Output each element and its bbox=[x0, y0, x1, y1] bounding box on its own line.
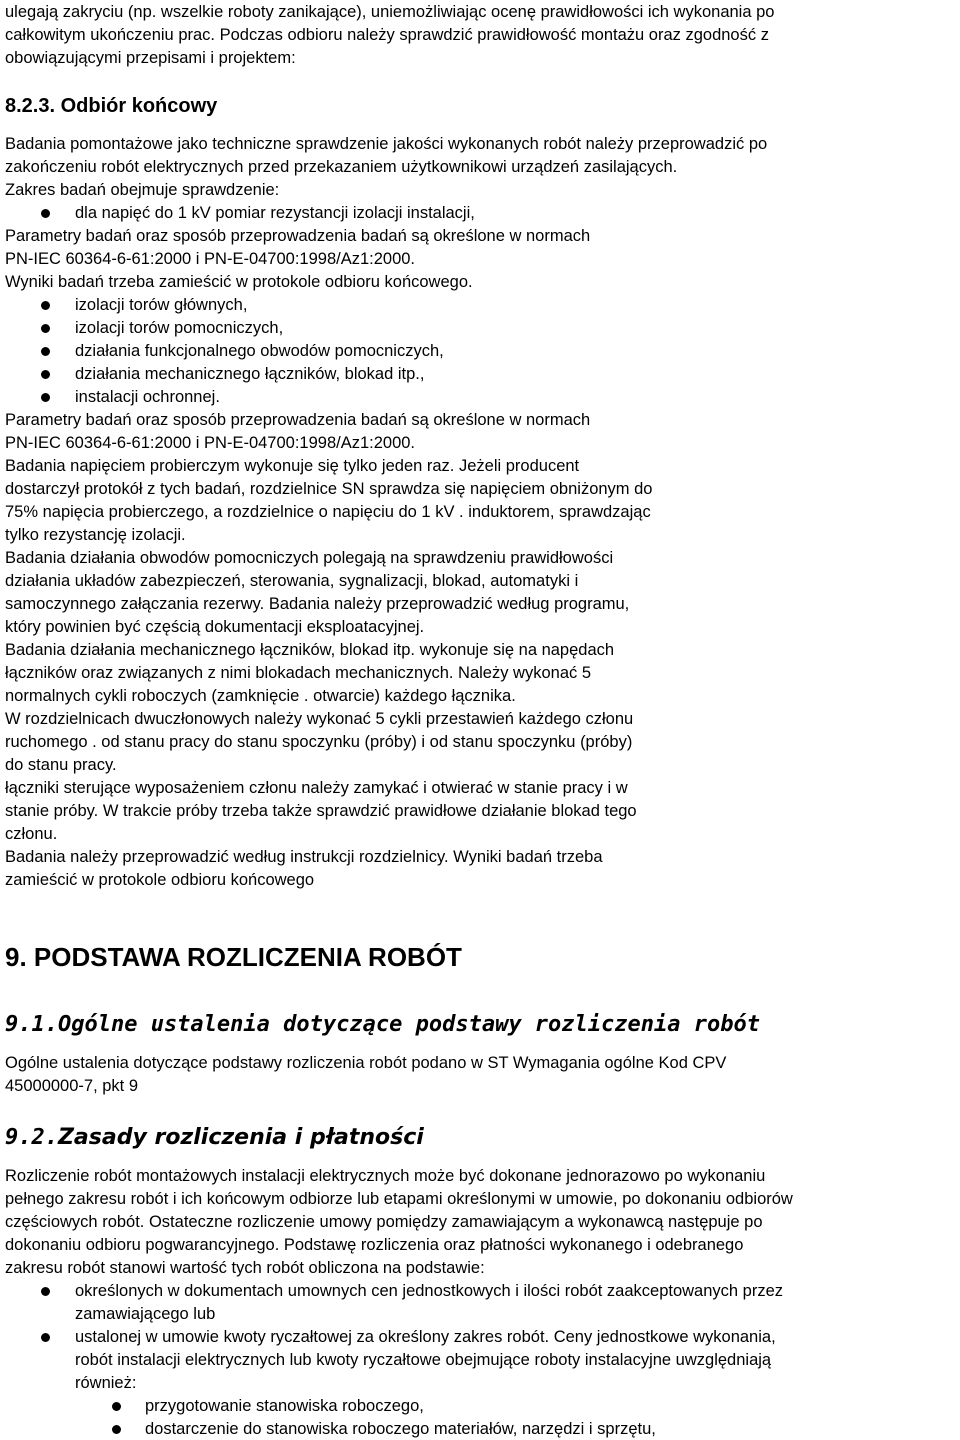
bullet-item: określonych w dokumentach umownych cen jednostkowych i ilości robót zaakceptowanych przez bbox=[75, 1282, 784, 1300]
paragraph-line: 75% napięcia probierczego, a rozdzielnice o napięciu do 1 kV . induktorem, sprawdzając bbox=[5, 503, 651, 521]
paragraph-line: pełnego zakresu robót i ich końcowym odbiorze lub etapami określonymi w umowie, po dokonaniu odbiorów bbox=[5, 1190, 793, 1208]
bullet-item: ustalonej w umowie kwoty ryczałtowej za określony zakres robót. Ceny jednostkowe wykonania, bbox=[75, 1328, 776, 1346]
bullet-icon bbox=[41, 1287, 50, 1296]
paragraph-line: łączniki sterujące wyposażeniem członu należy zamykać i otwierać w stanie pracy i w bbox=[5, 779, 628, 797]
bullet-icon bbox=[41, 1333, 50, 1342]
paragraph-line: samoczynnego załączania rezerwy. Badania należy przeprowadzić według programu, bbox=[5, 595, 630, 613]
bullet-item: izolacji torów pomocniczych, bbox=[75, 319, 284, 337]
paragraph-line: Parametry badań oraz sposób przeprowadzenia badań są określone w normach bbox=[5, 411, 591, 429]
bullet-item: instalacji ochronnej. bbox=[75, 388, 220, 406]
bullet-item-continuation: zamawiającego lub bbox=[75, 1305, 216, 1323]
paragraph-line: częściowych robót. Ostateczne rozliczenie umowy pomiędzy zamawiającym a wykonawcą następuje po bbox=[5, 1213, 763, 1231]
paragraph-line: członu. bbox=[5, 825, 58, 843]
section-heading-9: 9. PODSTAWA ROZLICZENIA ROBÓT bbox=[5, 942, 462, 972]
paragraph-line: normalnych cykli roboczych (zamknięcie . otwarcie) każdego łącznika. bbox=[5, 687, 516, 705]
bullet-icon bbox=[41, 301, 50, 310]
section-heading-9-2-number: 9.2. bbox=[5, 1125, 58, 1150]
paragraph-line: 45000000-7, pkt 9 bbox=[5, 1077, 139, 1095]
intro-line: całkowitym ukończeniu prac. Podczas odbioru należy sprawdzić prawidłowość montażu oraz zgodność z bbox=[5, 26, 769, 44]
bullet-icon bbox=[41, 393, 50, 402]
paragraph-line: do stanu pracy. bbox=[5, 756, 117, 774]
paragraph-line: Badania działania mechanicznego łączników, blokad itp. wykonuje się na napędach bbox=[5, 641, 615, 659]
bullet-item: dla napięć do 1 kV pomiar rezystancji izolacji instalacji, bbox=[75, 204, 475, 222]
paragraph-line: ruchomego . od stanu pracy do stanu spoczynku (próby) i od stanu spoczynku (próby) bbox=[5, 733, 633, 751]
section-heading-9-2 bbox=[5, 1125, 424, 1151]
paragraph-line: stanie próby. W trakcie próby trzeba także sprawdzić prawidłowe działanie blokad tego bbox=[5, 802, 637, 820]
paragraph-line: dokonaniu odbioru pogwarancyjnego. Podstawę rozliczenia oraz płatności wykonanego i odebranego bbox=[5, 1236, 744, 1254]
intro-line: obowiązującymi przepisami i projektem: bbox=[5, 49, 296, 67]
paragraph-line: tylko rezystancję izolacji. bbox=[5, 526, 186, 544]
bullet-item: działania funkcjonalnego obwodów pomocniczych, bbox=[75, 342, 444, 360]
paragraph-line: PN-IEC 60364-6-61:2000 i PN-E-04700:1998/Az1:2000. bbox=[5, 434, 416, 452]
sub-bullet-item: przygotowanie stanowiska roboczego, bbox=[145, 1397, 424, 1415]
section-heading-9-1: 9.1.Ogólne ustalenia dotyczące podstawy rozliczenia robót bbox=[5, 1012, 760, 1037]
bullet-item: izolacji torów głównych, bbox=[75, 296, 248, 314]
paragraph-line: zamieścić w protokole odbioru końcowego bbox=[5, 871, 315, 889]
paragraph-line: Rozliczenie robót montażowych instalacji elektrycznych może być dokonane jednorazowo po wykonaniu bbox=[5, 1167, 766, 1185]
bullet-item: działania mechanicznego łączników, blokad itp., bbox=[75, 365, 425, 383]
paragraph-line: łączników oraz związanych z nimi blokadach mechanicznych. Należy wykonać 5 bbox=[5, 664, 592, 682]
paragraph-line: Zakres badań obejmuje sprawdzenie: bbox=[5, 181, 280, 199]
bullet-icon bbox=[41, 347, 50, 356]
bullet-icon bbox=[41, 324, 50, 333]
paragraph-line: Ogólne ustalenia dotyczące podstawy rozliczenia robót podano w ST Wymagania ogólne Kod CPV bbox=[5, 1054, 727, 1072]
intro-line: ulegają zakryciu (np. wszelkie roboty zanikające), uniemożliwiając ocenę prawidłowości ich wykonania po bbox=[5, 3, 775, 21]
paragraph-line: Badania pomontażowe jako techniczne sprawdzenie jakości wykonanych robót należy przeprowadzić po bbox=[5, 135, 768, 153]
paragraph-line: Parametry badań oraz sposób przeprowadzenia badań są określone w normach bbox=[5, 227, 591, 245]
bullet-icon bbox=[41, 209, 50, 218]
paragraph-line: zakresu robót stanowi wartość tych robót obliczona na podstawie: bbox=[5, 1259, 485, 1277]
paragraph-line: Badania należy przeprowadzić według instrukcji rozdzielnicy. Wyniki badań trzeba bbox=[5, 848, 603, 866]
paragraph-line: PN-IEC 60364-6-61:2000 i PN-E-04700:1998/Az1:2000. bbox=[5, 250, 416, 268]
paragraph-line: W rozdzielnicach dwuczłonowych należy wykonać 5 cykli przestawień każdego członu bbox=[5, 710, 634, 728]
paragraph-line: zakończeniu robót elektrycznych przed przekazaniem użytkownikowi urządzeń zasilających. bbox=[5, 158, 678, 176]
bullet-icon bbox=[41, 370, 50, 379]
paragraph-line: działania układów zabezpieczeń, sterowania, sygnalizacji, blokad, automatyki i bbox=[5, 572, 579, 590]
bullet-item-continuation: robót instalacji elektrycznych lub kwoty ryczałtowe obejmujące roboty instalacyjne uwzględniają bbox=[75, 1351, 772, 1369]
bullet-icon bbox=[112, 1425, 121, 1434]
section-heading-9-2-title: Zasady rozliczenia i płatności bbox=[57, 1125, 424, 1150]
bullet-icon bbox=[112, 1402, 121, 1411]
paragraph-line: Wyniki badań trzeba zamieścić w protokole odbioru końcowego. bbox=[5, 273, 473, 291]
paragraph-line: dostarczył protokół z tych badań, rozdzielnice SN sprawdza się napięciem obniżonym do bbox=[5, 480, 653, 498]
sub-bullet-item: dostarczenie do stanowiska roboczego materiałów, narzędzi i sprzętu, bbox=[145, 1420, 656, 1438]
paragraph-line: który powinien być częścią dokumentacji eksploatacyjnej. bbox=[5, 618, 425, 636]
bullet-item-continuation: również: bbox=[75, 1374, 137, 1392]
section-heading-8-2-3: 8.2.3. Odbiór końcowy bbox=[5, 95, 218, 117]
paragraph-line: Badania działania obwodów pomocniczych polegają na sprawdzeniu prawidłowości bbox=[5, 549, 614, 567]
paragraph-line: Badania napięciem probierczym wykonuje się tylko jeden raz. Jeżeli producent bbox=[5, 457, 580, 475]
